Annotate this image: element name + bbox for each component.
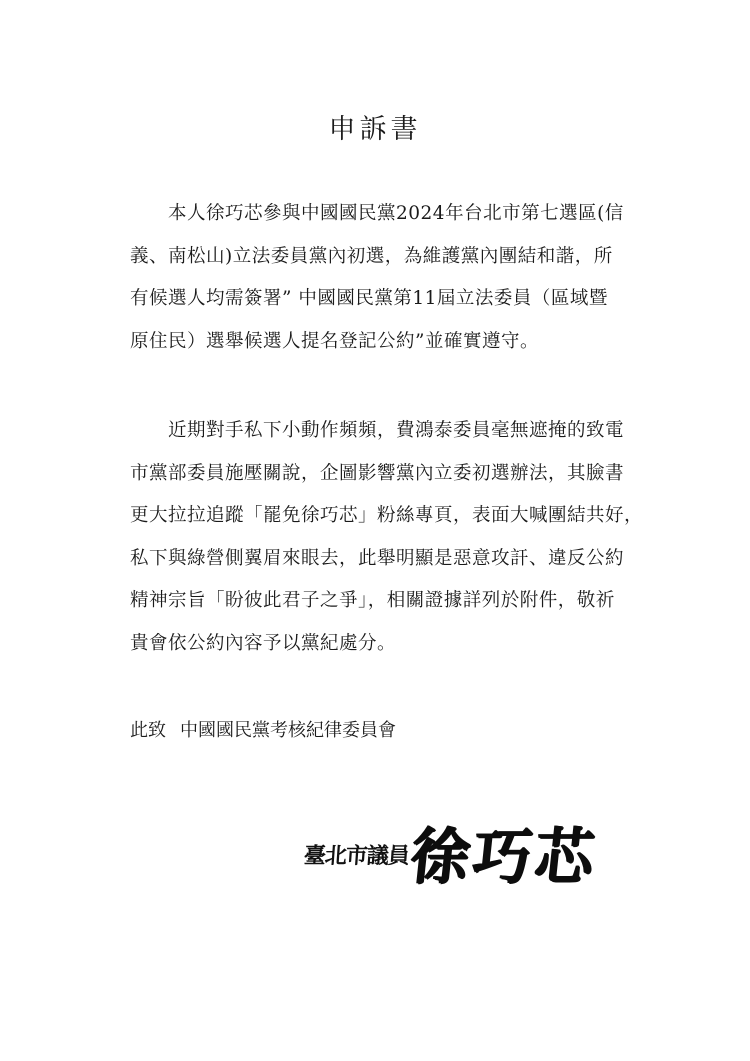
paragraph-2-line-1: 近期對手私下小動作頻頻，費鴻泰委員毫無遮掩的致電 — [168, 420, 625, 441]
paragraph-2 — [130, 410, 644, 666]
closing-recipient: 中國國民黨考核紀律委員會 — [180, 720, 396, 741]
signature-block — [300, 805, 620, 895]
paragraph-2-line-2: 市黨部委員施壓關說，企圖影響黨內立委初選辦法，其臉書 — [130, 462, 625, 484]
closing-line — [130, 710, 396, 752]
paragraph-2-line-5: 精神宗旨「盼彼此君子之爭」，相關證據詳列於附件，敬祈 — [130, 590, 615, 612]
paragraph-1-line-3: 有候選人均需簽署” 中國國民黨第11屆立法委員（區域暨 — [130, 288, 608, 310]
paragraph-1 — [130, 193, 624, 363]
closing-prefix: 此致 — [130, 720, 166, 741]
paragraph-2-line-6: 貴會依公約內容予以黨紀處分。 — [130, 632, 397, 654]
paragraph-2-line-3: 更大拉拉追蹤「罷免徐巧芯」粉絲專頁，表面大喊團結共好， — [130, 505, 644, 527]
paragraph-1-line-4: 原住民）選舉候選人提名登記公約”並確實遵守。 — [130, 330, 539, 352]
signature-name: 徐巧芯 — [407, 820, 602, 892]
signature-title: 臺北市議員 — [302, 843, 410, 869]
paragraph-1-line-1: 本人徐巧芯參與中國國民黨2024年台北市第七選區(信 — [168, 203, 624, 224]
document-title: 申訴書 — [328, 114, 422, 145]
paragraph-1-line-2: 義、南松山)立法委員黨內初選，為維護黨內團結和諧，所 — [130, 245, 613, 267]
paragraph-2-line-4: 私下與綠營側翼眉來眼去，此舉明顯是惡意攻訐、違反公約 — [130, 547, 625, 569]
